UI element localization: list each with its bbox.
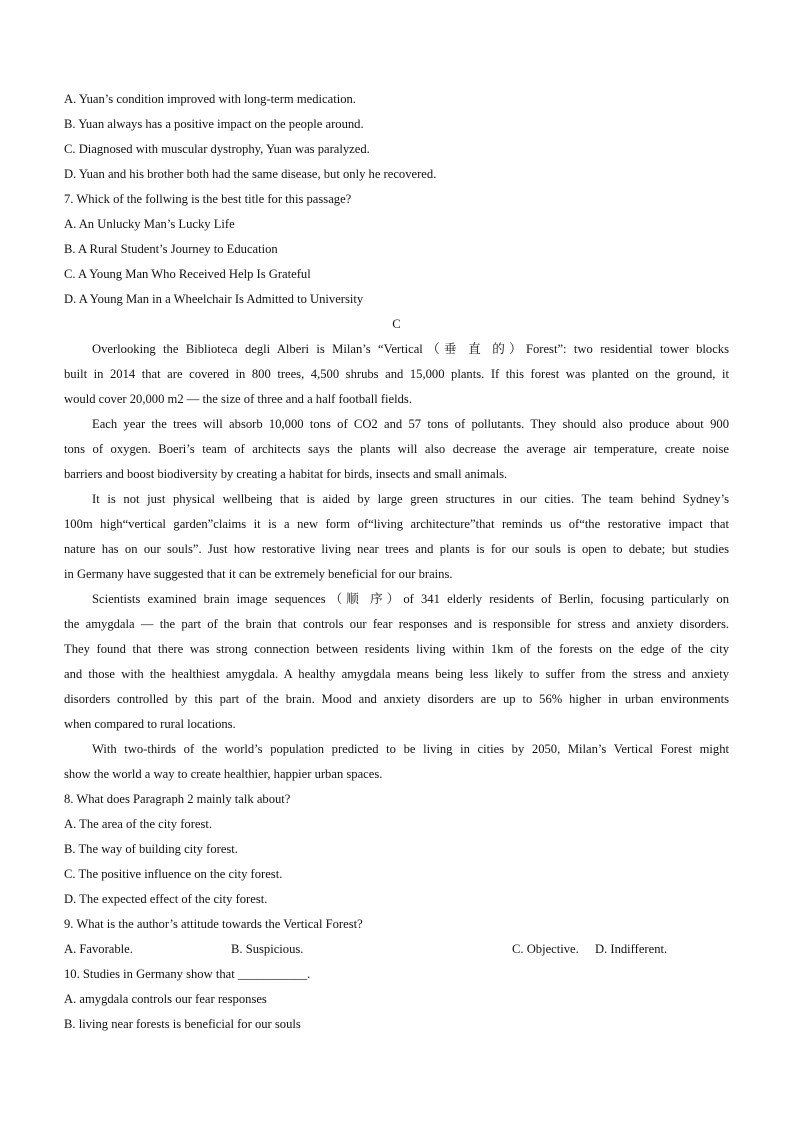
passage-line: when compared to rural locations. (64, 717, 236, 731)
q7-option-b: B. A Rural Student’s Journey to Education (64, 242, 278, 256)
q7-option-d: D. A Young Man in a Wheelchair Is Admitted to University (64, 292, 364, 306)
passage-line: Scientists examined brain image sequences（顺 序）of 341 elderly residents of Berlin, focusing particularly on (92, 592, 729, 606)
passage-line: show the world a way to create healthier, happier urban spaces. (64, 767, 383, 781)
q9-option-d: D. Indifferent. (595, 942, 668, 956)
q6-option-a: A. Yuan’s condition improved with long-term medication. (64, 92, 356, 106)
q8-option-c: C. The positive influence on the city forest. (64, 867, 283, 881)
q10-option-b: B. living near forests is beneficial for our souls (64, 1017, 301, 1031)
passage-line: With two-thirds of the world’s population predicted to be living in cities by 2050, Milan’s Vertical Forest might (92, 742, 729, 756)
passage-line: It is not just physical wellbeing that is aided by large green structures in our cities. The team behind Sydney’s (92, 492, 729, 506)
passage-line: Each year the trees will absorb 10,000 tons of CO2 and 57 tons of pollutants. They should also produce about 900 (92, 417, 729, 431)
passage-line: 100m high“vertical garden”claims it is a new form of“living architecture”that reminds us of“the restorative impact that (64, 517, 729, 531)
q10-stem: 10. Studies in Germany show that ___________. (64, 967, 311, 981)
q9-option-b: B. Suspicious. (231, 942, 304, 956)
q6-option-b: B. Yuan always has a positive impact on the people around. (64, 117, 364, 131)
passage-line: barriers and boost biodiversity by creating a habitat for birds, insects and small animals. (64, 467, 508, 481)
passage-line: in Germany have suggested that it can be extremely beneficial for our brains. (64, 567, 453, 581)
q7-stem: 7. Whick of the follwing is the best title for this passage? (64, 192, 352, 206)
q9-option-a: A. Favorable. (64, 942, 133, 956)
q7-option-a: A. An Unlucky Man’s Lucky Life (64, 217, 235, 231)
passage-line: They found that there was strong connection between residents living within 1km of the forests on the edge of the city (64, 642, 729, 656)
q6-option-c: C. Diagnosed with muscular dystrophy, Yuan was paralyzed. (64, 142, 370, 156)
q10-option-a: A. amygdala controls our fear responses (64, 992, 267, 1006)
q8-option-d: D. The expected effect of the city forest. (64, 892, 268, 906)
q6-option-d: D. Yuan and his brother both had the same disease, but only he recovered. (64, 167, 437, 181)
q8-option-b: B. The way of building city forest. (64, 842, 238, 856)
passage-line: built in 2014 that are covered in 800 trees, 4,500 shrubs and 15,000 plants. If this forest was planted on the ground, it (64, 367, 729, 381)
passage-line: would cover 20,000 m2 — the size of three and a half football fields. (64, 392, 412, 406)
section-label: C (392, 317, 401, 331)
q8-option-a: A. The area of the city forest. (64, 817, 213, 831)
q7-option-c: C. A Young Man Who Received Help Is Grateful (64, 267, 311, 281)
passage-line: and those with the healthiest amygdala. A healthy amygdala means being less likely to suffer from the stress and anxiety (64, 667, 729, 681)
q9-stem: 9. What is the author’s attitude towards the Vertical Forest? (64, 917, 363, 931)
passage-line: tons of oxygen. Boeri’s team of architects says the plants will also decrease the average air temperature, create noise (64, 442, 729, 456)
q9-option-c: C. Objective. (512, 942, 579, 956)
passage-line: disorders controlled by this part of the brain. Mood and anxiety disorders are up to 56% higher in urban environments (64, 692, 729, 706)
passage-line: the amygdala — the part of the brain that controls our fear responses and is responsible for stress and anxiety disorders. (64, 617, 729, 631)
passage-line: Overlooking the Biblioteca degli Alberi is Milan’s “Vertical（垂 直 的）Forest”: two residential tower blocks (92, 342, 729, 356)
passage-line: nature has on our souls”. Just how restorative living near trees and plants is for our souls is open to debate; but studies (64, 542, 729, 556)
q8-stem: 8. What does Paragraph 2 mainly talk about? (64, 792, 291, 806)
